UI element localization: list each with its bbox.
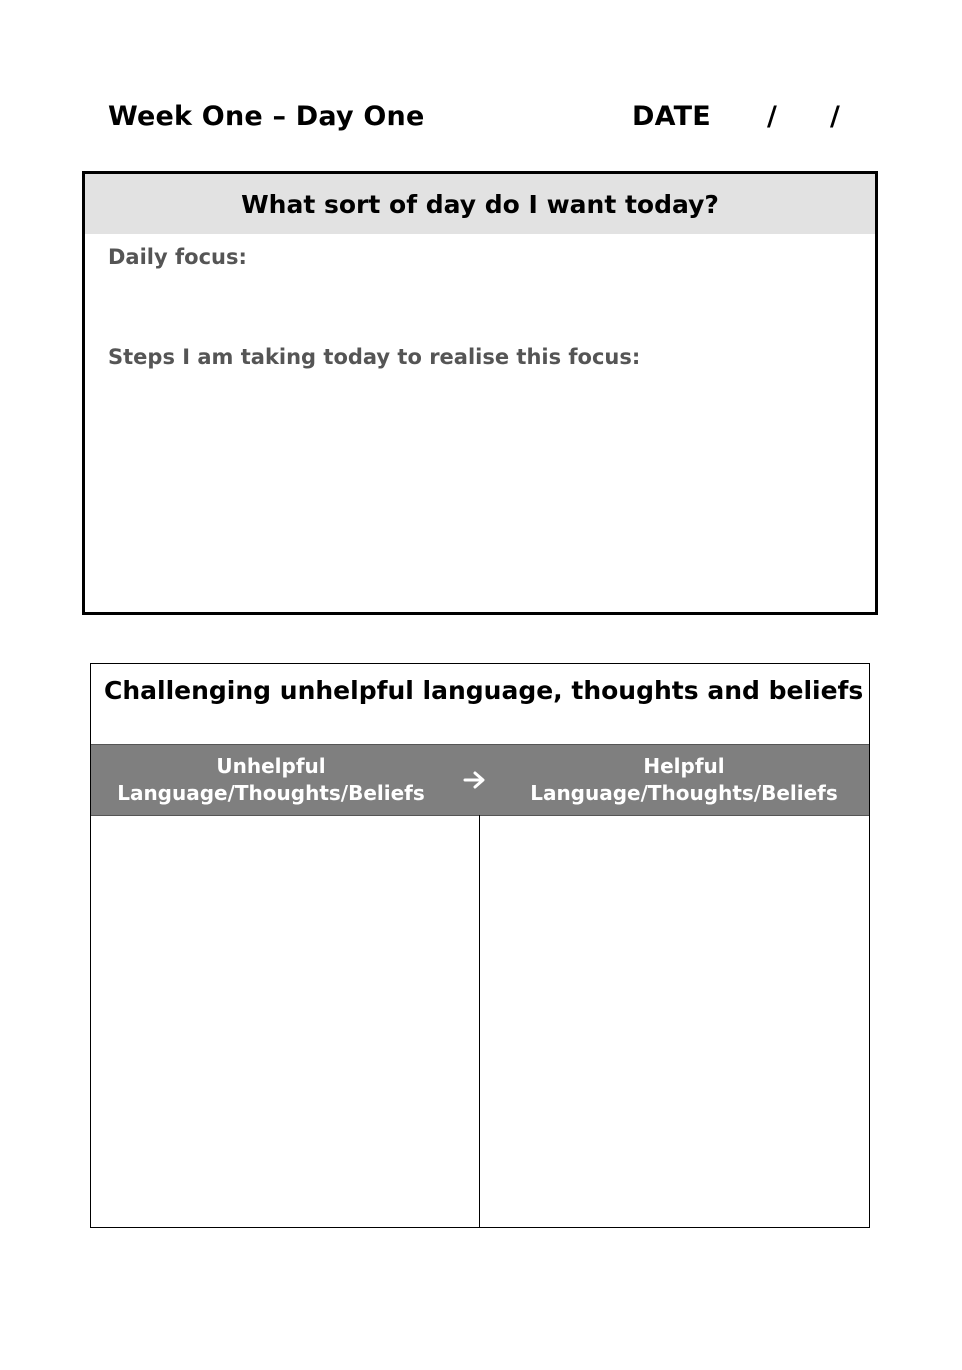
challenge-title: Challenging unhelpful language, thoughts and beliefs (104, 676, 864, 705)
steps-label: Steps I am taking today to realise this focus: (108, 345, 641, 369)
date-separator-month: / (830, 101, 840, 132)
column-header-helpful-line1: Helpful (643, 754, 725, 778)
column-header-unhelpful (91, 745, 451, 815)
date-label: DATE (632, 101, 711, 132)
column-header-helpful-line2: Language/Thoughts/Beliefs (530, 781, 838, 805)
daily-focus-label: Daily focus: (108, 245, 247, 269)
focus-heading: What sort of day do I want today? (85, 174, 875, 234)
column-header-unhelpful-line2: Language/Thoughts/Beliefs (117, 781, 425, 805)
unhelpful-entry-area[interactable] (91, 815, 479, 1227)
date-separator-day: / (767, 101, 777, 132)
helpful-entry-area[interactable] (480, 815, 869, 1227)
column-header-helpful (499, 745, 869, 815)
page-title: Week One – Day One (108, 101, 425, 132)
arrow-right-icon (451, 745, 499, 815)
daily-focus-box (82, 171, 878, 615)
challenge-table (90, 663, 870, 1228)
challenge-header-row (91, 744, 869, 816)
column-header-unhelpful-line1: Unhelpful (216, 754, 326, 778)
